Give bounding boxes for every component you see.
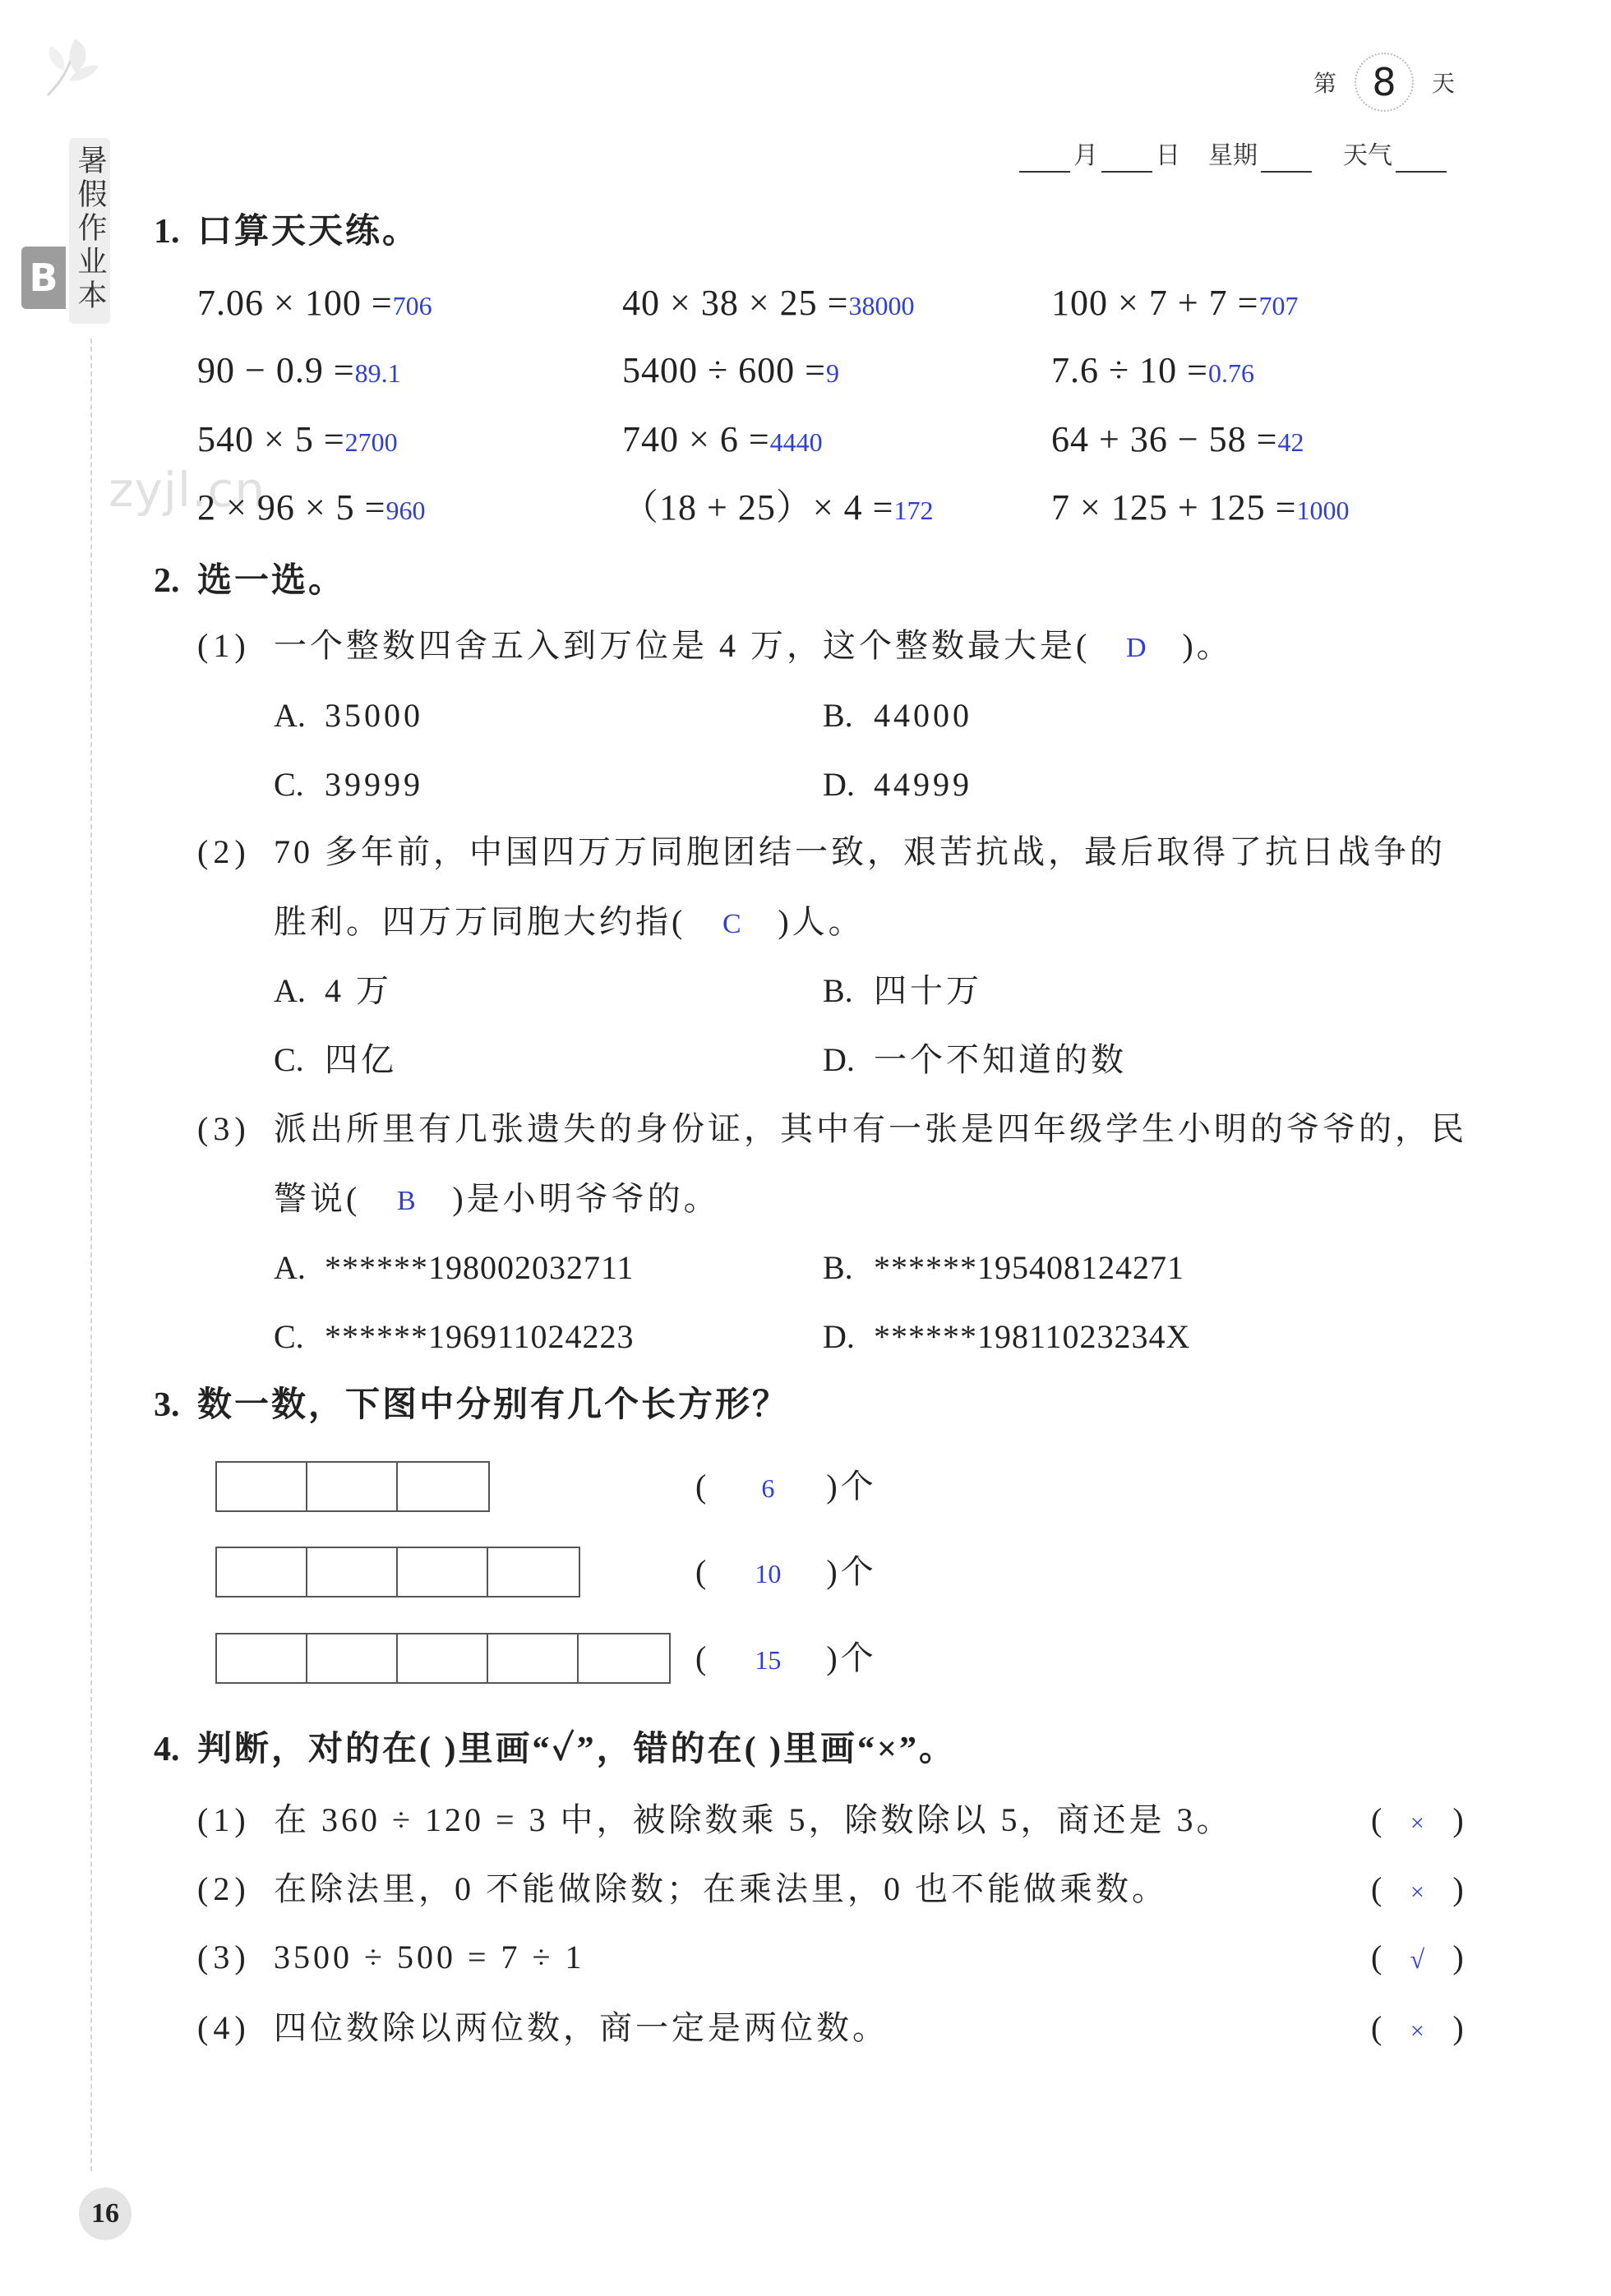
item-label: (1) — [197, 1801, 251, 1838]
option-letter: B. — [823, 697, 853, 734]
question-label: (2) — [197, 833, 251, 870]
day-number: 8 — [1355, 53, 1414, 112]
paren-close: ) — [1452, 2009, 1464, 2046]
grid-cell — [488, 1634, 579, 1682]
grid-cell — [488, 1548, 579, 1596]
paren-close: ) — [826, 1553, 841, 1590]
grid-cell — [217, 1634, 307, 1682]
question-text: 胜利。四万万同胞大约指( — [274, 903, 686, 940]
section-number: 2. — [154, 562, 180, 600]
item-label: (4) — [197, 2009, 251, 2046]
problem-expression: （18 + 25）× 4 = — [622, 487, 894, 528]
section-title: 判断，对的在( )里画“✓”，错的在( )里画“×”。 — [197, 1731, 956, 1768]
section-3-heading — [154, 1379, 789, 1432]
watermark: zyjl.cn — [108, 462, 266, 518]
count-unit: 个 — [840, 1553, 874, 1590]
item-text: 在除法里，0 不能做除数；在乘法里，0 也不能做乘数。 — [274, 1870, 1168, 1907]
option-text: 44000 — [874, 697, 972, 734]
count-unit: 个 — [840, 1639, 874, 1676]
paren-open: ( — [695, 1468, 710, 1505]
option-letter: D. — [823, 766, 855, 803]
problem-expression: 100 × 7 + 7 = — [1051, 283, 1259, 323]
question-2-2 — [197, 826, 1446, 878]
option-text: ******195408124271 — [874, 1249, 1184, 1286]
grid-cell — [398, 1548, 488, 1596]
option-text: ******19811023234X — [874, 1318, 1191, 1355]
section-1-heading — [154, 205, 419, 258]
problem-expression: 5400 ÷ 600 = — [622, 350, 826, 390]
option-text: ******198002032711 — [325, 1249, 635, 1286]
arithmetic-problem — [197, 344, 401, 397]
margin-line — [90, 339, 92, 2171]
option-letter: B. — [823, 972, 853, 1009]
grid-cell — [307, 1548, 398, 1596]
problem-expression: 540 × 5 = — [197, 419, 345, 459]
problem-expression: 40 × 38 × 25 = — [622, 283, 849, 323]
question-2-3-line2 — [274, 1173, 720, 1225]
paren-open: ( — [1371, 1870, 1383, 1907]
option-a — [274, 689, 423, 742]
arithmetic-problem — [622, 413, 823, 466]
problem-expression: 740 × 6 = — [622, 419, 770, 459]
problem-answer: 4440 — [769, 427, 823, 457]
section-number: 1. — [154, 213, 180, 251]
month-label: 月 — [1073, 141, 1098, 170]
problem-answer: 1000 — [1296, 496, 1350, 525]
arithmetic-problem — [197, 277, 432, 330]
paren-open: ( — [695, 1553, 710, 1590]
count-answer-1 — [695, 1460, 874, 1513]
grid-cell — [398, 1463, 488, 1510]
option-b — [823, 1242, 1184, 1294]
judgement-item-4 — [197, 2002, 889, 2054]
count-answer-2 — [695, 1546, 874, 1598]
arithmetic-problem — [622, 344, 839, 397]
problem-expression: 7 × 125 + 125 = — [1051, 487, 1297, 528]
problem-answer: 9 — [825, 358, 839, 388]
question-answer: B — [396, 1186, 416, 1216]
option-letter: C. — [274, 1318, 304, 1355]
question-2-2-line2 — [274, 896, 865, 948]
page-number: 16 — [79, 2188, 132, 2240]
question-answer: D — [1126, 633, 1147, 663]
option-letter: B. — [823, 1249, 853, 1286]
option-d — [823, 758, 972, 811]
rectangle-figure-3 — [215, 1633, 671, 1684]
option-letter: C. — [274, 766, 304, 803]
day-label: 日 — [1156, 141, 1180, 170]
section-title: 数一数，下图中分别有几个长方形？ — [197, 1386, 790, 1424]
judgement-answer-1 — [1371, 1794, 1464, 1846]
judgement-item-2 — [197, 1863, 1168, 1916]
paren-close: ) — [1452, 1801, 1464, 1838]
weather-label: 天气 — [1343, 141, 1392, 170]
judgement-answer-4 — [1371, 2002, 1464, 2054]
judgement-mark: × — [1410, 1879, 1424, 1906]
paren-close: ) — [1452, 1870, 1464, 1907]
option-text: 4 万 — [325, 972, 392, 1009]
day-prefix: 第 — [1313, 70, 1337, 97]
arithmetic-problem — [1051, 344, 1254, 397]
option-text: 四亿 — [325, 1041, 397, 1078]
section-title: 口算天天练。 — [197, 213, 420, 251]
grid-cell — [307, 1463, 398, 1510]
option-text: 39999 — [325, 766, 423, 803]
rectangle-figure-2 — [215, 1547, 580, 1598]
paren-close: ) — [826, 1639, 841, 1676]
count-answer-3 — [695, 1632, 874, 1685]
option-b — [823, 965, 982, 1017]
grid-cell — [398, 1634, 488, 1682]
judgement-item-3 — [197, 1931, 584, 1984]
option-c — [274, 758, 423, 811]
option-text: ******196911024223 — [325, 1318, 635, 1355]
paren-close: ) — [826, 1468, 841, 1505]
arithmetic-problem — [197, 413, 398, 466]
option-text: 一个不知道的数 — [874, 1041, 1127, 1078]
option-letter: D. — [823, 1041, 855, 1078]
count-unit: 个 — [840, 1468, 874, 1505]
section-title: 选一选。 — [197, 562, 346, 600]
option-text: 四十万 — [874, 972, 982, 1009]
judgement-answer-3 — [1371, 1931, 1464, 1984]
question-2-3 — [197, 1103, 1467, 1155]
count-answer: 6 — [761, 1473, 775, 1503]
judgement-mark: × — [1410, 1810, 1424, 1837]
problem-answer: 707 — [1258, 291, 1299, 320]
item-label: (2) — [197, 1870, 251, 1907]
option-letter: D. — [823, 1318, 855, 1355]
date-line — [1016, 130, 1450, 173]
grid-cell — [307, 1634, 398, 1682]
option-letter: A. — [274, 972, 306, 1009]
option-letter: C. — [274, 1041, 304, 1078]
day-counter — [1313, 51, 1455, 113]
paren-close: ) — [1452, 1939, 1464, 1976]
paren-open: ( — [695, 1639, 710, 1676]
item-text: 在 360 ÷ 120 = 3 中，被除数乘 5，除数除以 5，商还是 3。 — [274, 1801, 1233, 1838]
day-suffix: 天 — [1432, 70, 1456, 97]
arithmetic-problem — [1051, 413, 1304, 466]
weekday-blank — [1261, 143, 1312, 173]
option-letter: A. — [274, 697, 306, 734]
question-text-end: )人。 — [778, 903, 865, 940]
problem-answer: 42 — [1277, 427, 1304, 457]
month-blank — [1019, 143, 1070, 173]
arithmetic-problem — [622, 482, 933, 534]
option-b — [823, 689, 972, 742]
side-tab-badge: B — [21, 247, 66, 309]
question-text-end: )。 — [1182, 627, 1233, 664]
option-d — [823, 1034, 1127, 1086]
weekday-label: 星期 — [1208, 141, 1258, 170]
option-c — [274, 1311, 635, 1363]
question-label: (1) — [197, 627, 251, 664]
grid-cell — [579, 1634, 669, 1682]
question-text: 一个整数四舍五入到万位是 4 万，这个整数最大是( — [274, 627, 1091, 664]
question-2-1 — [197, 620, 1233, 672]
judgement-answer-2 — [1371, 1863, 1464, 1916]
section-number: 4. — [154, 1731, 180, 1768]
judgement-mark: × — [1410, 2017, 1424, 2045]
section-2-heading — [154, 555, 345, 607]
option-text: 44999 — [874, 766, 972, 803]
item-text: 四位数除以两位数，商一定是两位数。 — [274, 2009, 889, 2046]
paren-open: ( — [1371, 1939, 1383, 1976]
section-4-heading — [154, 1723, 956, 1776]
problem-expression: 7.6 ÷ 10 = — [1051, 350, 1208, 390]
judgement-mark: √ — [1410, 1944, 1425, 1974]
option-d — [823, 1311, 1190, 1363]
problem-expression: 7.06 × 100 = — [197, 283, 393, 323]
option-a — [274, 1242, 635, 1294]
grid-cell — [217, 1463, 307, 1510]
rectangle-figure-1 — [215, 1461, 490, 1512]
option-text: 35000 — [325, 697, 423, 734]
arithmetic-problem — [197, 482, 425, 534]
side-tab-title: 暑假作业本 — [73, 145, 107, 313]
problem-answer: 0.76 — [1207, 358, 1254, 388]
section-number: 3. — [154, 1386, 180, 1424]
problem-answer: 38000 — [848, 291, 915, 320]
question-text: 警说( — [274, 1180, 361, 1217]
question-text: 70 多年前，中国四万万同胞团结一致，艰苦抗战，最后取得了抗日战争的 — [274, 833, 1446, 870]
leaf-decoration-icon — [39, 30, 118, 108]
question-text: 派出所里有几张遗失的身份证，其中有一张是四年级学生小明的爷爷的，民 — [274, 1110, 1467, 1147]
problem-answer: 2700 — [344, 427, 398, 457]
paren-open: ( — [1371, 2009, 1383, 2046]
paren-open: ( — [1371, 1801, 1383, 1838]
option-a — [274, 965, 392, 1017]
problem-answer: 960 — [385, 496, 426, 525]
problem-expression: 90 − 0.9 = — [197, 350, 355, 390]
day-blank — [1101, 143, 1152, 173]
question-label: (3) — [197, 1110, 251, 1147]
problem-answer: 172 — [893, 496, 934, 525]
item-text: 3500 ÷ 500 = 7 ÷ 1 — [274, 1939, 585, 1976]
question-text-end: )是小明爷爷的。 — [452, 1180, 720, 1217]
problem-expression: 64 + 36 − 58 = — [1051, 419, 1278, 459]
question-answer: C — [722, 909, 741, 939]
problem-answer: 706 — [392, 291, 432, 320]
grid-cell — [217, 1548, 307, 1596]
judgement-item-1 — [197, 1794, 1233, 1846]
problem-expression: 2 × 96 × 5 = — [197, 487, 386, 528]
arithmetic-problem — [622, 277, 914, 330]
weather-blank — [1396, 143, 1447, 173]
arithmetic-problem — [1051, 482, 1349, 534]
arithmetic-problem — [1051, 277, 1298, 330]
problem-answer: 89.1 — [354, 358, 401, 388]
item-label: (3) — [197, 1939, 251, 1976]
option-c — [274, 1034, 397, 1086]
count-answer: 10 — [755, 1559, 782, 1588]
option-letter: A. — [274, 1249, 306, 1286]
count-answer: 15 — [755, 1645, 782, 1675]
